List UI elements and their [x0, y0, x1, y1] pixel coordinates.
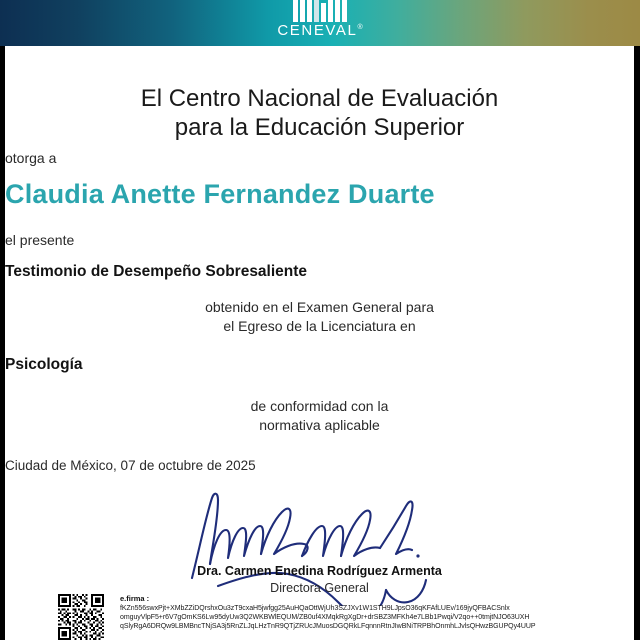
ceneval-logo-bars-icon	[293, 0, 347, 22]
present-label: el presente	[5, 232, 75, 248]
header-gradient-band	[0, 0, 640, 46]
issuer-title-line-2: para la Educación Superior	[174, 114, 465, 141]
brand-name: CENEVAL	[277, 22, 358, 39]
ceneval-logo-text	[260, 22, 380, 39]
place-and-date: Ciudad de México, 07 de octubre de 2025	[5, 458, 256, 473]
conformity-line-1: de conformidad con la	[250, 398, 389, 414]
award-title: Testimonio de Desempeño Sobresaliente	[5, 263, 308, 280]
program-name: Psicología	[5, 356, 83, 373]
obtained-line-1: obtenido en el Examen General para	[205, 299, 434, 315]
registered-mark: ®	[357, 24, 363, 31]
recipient-name: Claudia Anette Fernandez Duarte	[5, 179, 435, 209]
obtained-line-2: el Egreso de la Licenciatura en	[223, 318, 416, 334]
qr-code[interactable]	[58, 594, 104, 640]
conformity-text	[5, 397, 634, 435]
signer-role: Directora General	[270, 581, 369, 595]
conformity-line-2: normativa aplicable	[259, 417, 380, 433]
certificate-page	[5, 46, 634, 640]
ceneval-logo	[260, 0, 380, 46]
efirma-text-block	[120, 594, 536, 632]
signer-name: Dra. Carmen Enedina Rodríguez Armenta	[197, 564, 442, 578]
issuer-title-line-1: El Centro Nacional de Evaluación	[140, 85, 499, 112]
efirma-block	[5, 594, 634, 640]
grants-label: otorga a	[5, 150, 57, 166]
efirma-hash-line-1: fKZn556swxPjt+XMbZZiDQrshxOu3zT9cxaH5jwfgg25AuHQaOttWjUh3SZJXv1W1STH9LJpsO36qKFAfLUEv/169jyQFBACSnlx	[120, 605, 510, 612]
efirma-hash-line-3: qSlyRgA6DRQw9LBMBncTNjSA3j5RnZLJqLHzTnR9QTjZRUcJMuosDGQRkLFqnnnRtnJIwBNiTRPBhOnmhLJvlsQHwzBGUPQy4UUP	[120, 623, 536, 631]
issuer-title	[5, 84, 634, 142]
efirma-label: e.firma :	[120, 594, 150, 603]
efirma-hash-line-2: omguyVlpF5+r6V7gOmKS6Lw95dyUw3Q2WKBWlEQUM/ZB0uf4XMqkRgXgDr+drSBZ3MFKh4e7LBb1Pwqi/V2qo++0tmjtNJO63UXH	[120, 614, 530, 622]
obtained-description	[5, 298, 634, 336]
